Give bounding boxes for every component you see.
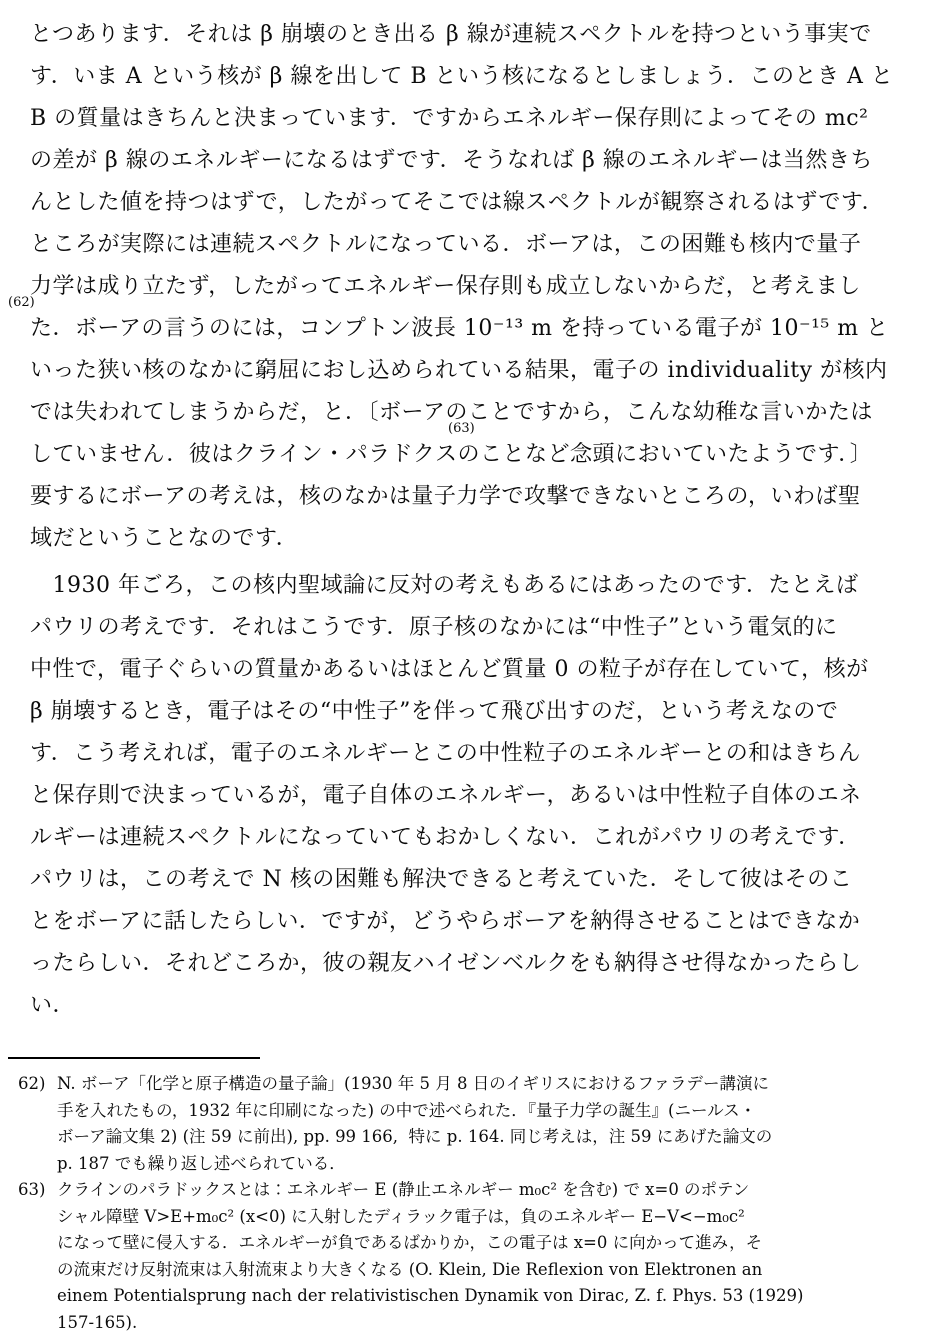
- footnote-line: の流束だけ反射流束は入射流束より大きくなる (O. Klein, Die Reflexion von Elektronen an: [57, 1259, 763, 1279]
- text-line: す．こう考えれば，電子のエネルギーとこの中性粒子のエネルギーとの和はきちん: [30, 741, 861, 766]
- text-line: β 崩壊するとき，電子はその“中性子”を伴って飛び出すのだ，という考えなので: [30, 699, 839, 724]
- text-line: パウリの考えです．それはこうです．原子核のなかには“中性子”という電気的に: [30, 615, 838, 640]
- text-line: す．いま A という核が β 線を出して B という核になるとしましょう．このとき A と: [30, 64, 894, 89]
- text-line: 力学は成り立たず，したがってエネルギー保存則も成立しないからだ，と考えまし: [30, 274, 861, 299]
- footnote-line: 手を入れたもの，1932 年に印刷になった) の中で述べられた．『量子力学の誕生』(ニールス・: [57, 1100, 757, 1120]
- footnote-line: になって壁に侵入する．エネルギーが負であるばかりか，この電子は x=0 に向かって進み，そ: [57, 1233, 763, 1252]
- footnote-line: クラインのパラドックスとは：エネルギー E (静止エネルギー m₀c² を含む) で x=0 のポテン: [57, 1180, 750, 1199]
- text-line: んとした値を持つはずで，したがってそこでは線スペクトルが観察されるはずです．: [30, 190, 885, 215]
- footnote-text: [57, 1177, 912, 1336]
- footnote-line: p. 187 でも繰り返し述べられている．: [57, 1153, 346, 1173]
- footnote-line: シャル障壁 V>E+m₀c² (x<0) に入射したディラック電子は，負のエネルギー E−V<−m₀c²: [57, 1206, 745, 1226]
- footnote-line: ボーア論文集 2) (注 59 に前出), pp. 99 166, 特に p. 164. 同じ考えは，注 59 にあげた論文の: [57, 1127, 773, 1146]
- text-line: していません．彼はクライン・パラドクスのことなど念頭においていたようです．〕 (63): [30, 421, 873, 467]
- footnote-text: [57, 1071, 912, 1177]
- text-line: 域だということなのです．: [30, 526, 299, 551]
- footnotes: [18, 1071, 912, 1336]
- footnote-number: 63): [18, 1180, 46, 1199]
- footnote-separator: [8, 1057, 260, 1059]
- footnote-reference-marker: (62): [8, 295, 35, 310]
- footnote-line: einem Potentialsprung nach der relativistischen Dynamik von Dirac, Z. f. Phys. 53 (1929): [57, 1286, 804, 1305]
- text-line: いった狭い核のなかに窮屈におし込められている結果，電子の individuality が核内: [30, 358, 888, 383]
- footnote-line: 157-165).: [57, 1312, 138, 1332]
- text-line: パウリは，この考えで N 核の困難も解決できると考えていた．そして彼はそのこ: [30, 867, 853, 892]
- footnote-reference-marker: (63): [448, 421, 475, 436]
- text-line: B の質量はきちんと決まっています．ですからエネルギー保存則によってその mc²: [30, 106, 869, 131]
- text-line: 中性で，電子ぐらいの質量かあるいはほとんど質量 0 の粒子が存在していて，核が: [30, 657, 869, 682]
- footnote: [18, 1177, 912, 1336]
- text-line: と保存則で決まっているが，電子自体のエネルギー，あるいは中性粒子自体のエネ: [30, 783, 862, 808]
- text-line: い．: [30, 993, 76, 1018]
- text-line: では失われてしまうからだ，と．〔ボーアのことですから，こんな幼稚な言いかたは: [30, 400, 873, 425]
- text-line: 要するにボーアの考えは，核のなかは量子力学で攻撃できないところの，いわば聖: [30, 484, 861, 509]
- paragraph-1: [8, 14, 912, 560]
- footnote: [18, 1071, 912, 1177]
- text-line: た．ボーアの言うのには，コンプトン波長 10⁻¹³ m を持っている電子が 10⁻¹⁵ m と (62): [8, 295, 889, 341]
- footnote-number: 62): [18, 1074, 46, 1093]
- text-line: ったらしい．それどころか，彼の親友ハイゼンベルクをも納得させ得なかったらし: [30, 951, 862, 976]
- text-line: ルギーは連続スペクトルになっていてもおかしくない．これがパウリの考えです．: [30, 825, 861, 850]
- text-line: 1930 年ごろ，この核内聖域論に反対の考えもあるにはあったのです．たとえば: [30, 573, 859, 598]
- text-line: とつあります．それは β 崩壊のとき出る β 線が連続スペクトルを持つという事実で: [30, 22, 872, 47]
- body-text: [8, 14, 912, 1027]
- text-line: の差が β 線のエネルギーになるはずです．そうなれば β 線のエネルギーは当然きち: [30, 148, 873, 173]
- paragraph-2: [30, 565, 912, 1027]
- text-line: とをボーアに話したらしい．ですが，どうやらボーアを納得させることはできなか: [30, 909, 861, 934]
- text-line: ところが実際には連続スペクトルになっている．ボーアは，この困難も核内で量子: [30, 232, 862, 257]
- footnote-line: N. ボーア「化学と原子構造の量子論」(1930 年 5 月 8 日のイギリスにおけるファラデー講演に: [57, 1074, 770, 1093]
